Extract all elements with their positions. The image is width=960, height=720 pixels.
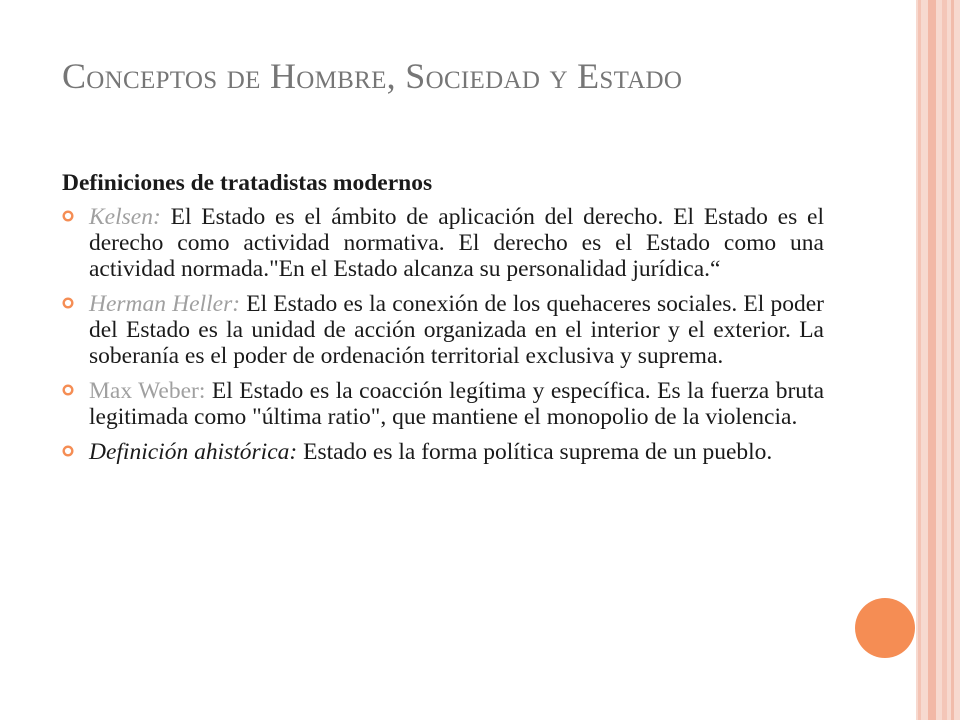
bullet-item [62,204,824,282]
bullet-author: Max Weber: [89,378,206,404]
slide-title: Conceptos de Hombre, Sociedad y Estado [62,56,683,96]
bullet-list [62,204,824,465]
section-heading: Definiciones de tratadistas modernos [62,170,433,196]
bullet-item [62,439,824,465]
bullet-author: Herman Heller: [89,291,241,317]
bullet-text: El Estado es el ámbito de aplicación del derecho. El Estado es el derecho como actividad normativa. El derecho es el Estado como una actividad normada."En el Estado alcanza su personalidad jurídica.“ [89,204,824,282]
bullet-item [62,378,824,430]
bullet-text: Estado es la forma política suprema de un pueblo. [297,439,773,465]
open-circle-bullet-icon [62,297,74,309]
border-line [918,0,921,720]
bullet-text: El Estado es la conexión de los quehaceres sociales. El poder del Estado es la unidad de acción organizada en el interior y el exterior. La soberanía es el poder de ordenación territorial exclusiva y suprema. [89,291,824,369]
bullet-author: Kelsen: [89,204,161,230]
slide-content [62,170,824,474]
accent-circle-decoration [855,598,915,658]
bullet-text: El Estado es la coacción legítima y específica. Es la fuerza bruta legitimada como "última ratio", que mantiene el monopolio de la violencia. [89,378,824,430]
bullet-author: Definición ahistórica: [89,439,298,465]
border-line [942,0,947,720]
border-line [951,0,954,720]
open-circle-bullet-icon [62,445,74,457]
bullet-item [62,291,824,369]
open-circle-bullet-icon [62,210,74,222]
border-line [928,0,936,720]
open-circle-bullet-icon [62,384,74,396]
